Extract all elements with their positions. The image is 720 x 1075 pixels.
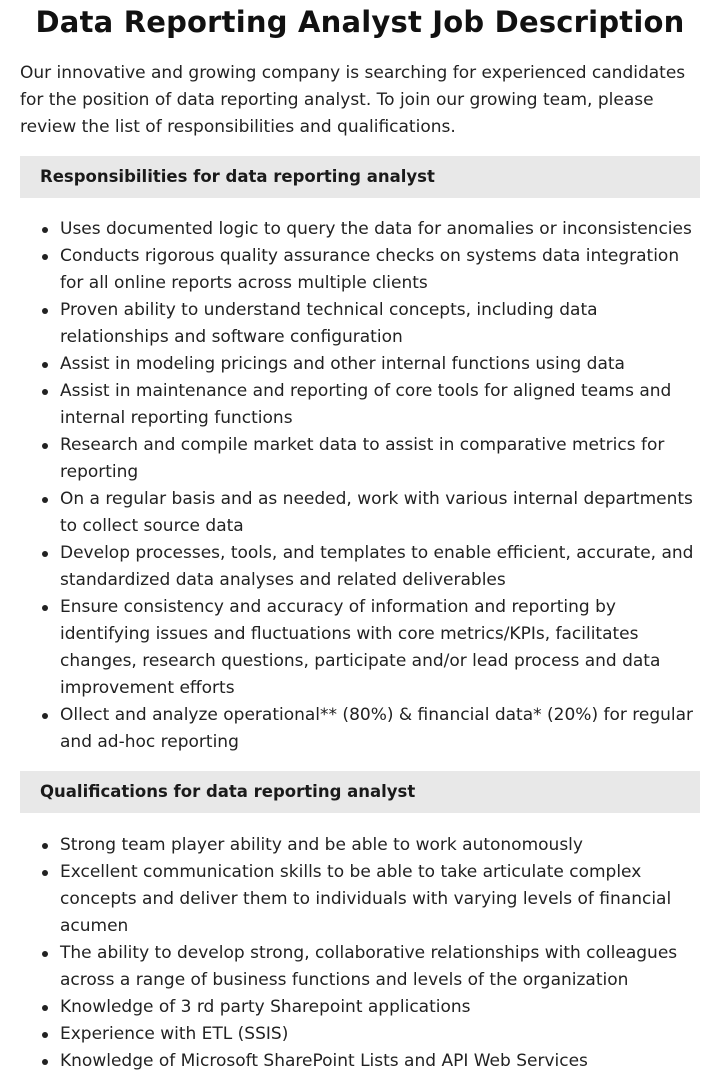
list-item: The ability to develop strong, collaborative relationships with colleagues across a range of business functions and levels of the organization xyxy=(20,940,700,994)
list-item: On a regular basis and as needed, work with various internal departments to collect source data xyxy=(20,486,700,540)
list-item: Knowledge of 3 rd party Sharepoint applications xyxy=(20,994,700,1021)
list-item: Excellent communication skills to be able to take articulate complex concepts and deliver them to individuals with varying levels of financial acumen xyxy=(20,859,700,940)
list-item: Uses documented logic to query the data for anomalies or inconsistencies xyxy=(20,216,700,243)
list-item: Proven ability to understand technical concepts, including data relationships and software configuration xyxy=(20,297,700,351)
list-item: Research and compile market data to assist in comparative metrics for reporting xyxy=(20,432,700,486)
list-item: Assist in modeling pricings and other internal functions using data xyxy=(20,351,700,378)
list-item: Strong team player ability and be able to work autonomously xyxy=(20,832,700,859)
list-item: Assist in maintenance and reporting of core tools for aligned teams and internal reporting functions xyxy=(20,378,700,432)
list-item: Knowledge of Microsoft SharePoint Lists and API Web Services xyxy=(20,1048,700,1075)
qualifications-heading: Qualifications for data reporting analyst xyxy=(20,771,700,813)
responsibilities-list xyxy=(20,216,700,756)
intro-paragraph: Our innovative and growing company is searching for experienced candidates for the position of data reporting analyst. To join our growing team, please review the list of responsibilities and qualifications. xyxy=(20,63,686,137)
list-item: Ollect and analyze operational** (80%) & financial data* (20%) for regular and ad-hoc reporting xyxy=(20,702,700,756)
list-item: Develop processes, tools, and templates to enable efficient, accurate, and standardized data analyses and related deliverables xyxy=(20,540,700,594)
responsibilities-heading: Responsibilities for data reporting analyst xyxy=(20,156,700,198)
page-title: Data Reporting Analyst Job Description xyxy=(35,5,685,39)
list-item: Experience with ETL (SSIS) xyxy=(20,1021,700,1048)
list-item: Conducts rigorous quality assurance checks on systems data integration for all online reports across multiple clients xyxy=(20,243,700,297)
qualifications-list xyxy=(20,832,700,1075)
list-item: Ensure consistency and accuracy of information and reporting by identifying issues and fluctuations with core metrics/KPIs, facilitates changes, research questions, participate and/or lead process and data improvement efforts xyxy=(20,594,700,702)
